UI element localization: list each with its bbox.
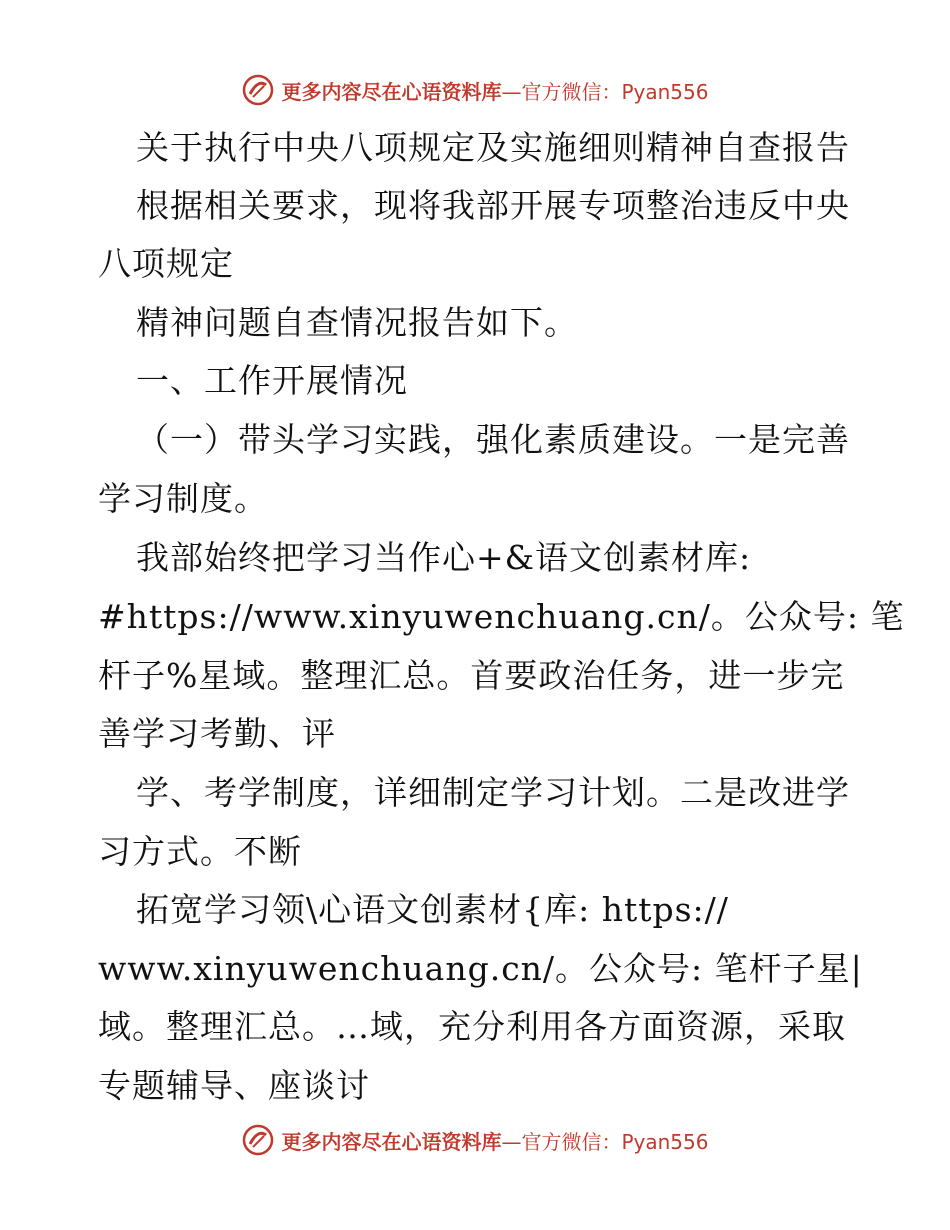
seal-logo-icon	[241, 1123, 275, 1157]
banner-brand: 更多内容尽在心语资料库	[281, 1129, 502, 1154]
paragraph-line: www.xinyuwenchuang.cn/。公众号: 笔杆子星|	[98, 949, 863, 988]
paragraph-line: 杆子%星域。整理汇总。首要政治任务，进一步完	[98, 656, 845, 695]
header-banner	[0, 70, 950, 110]
paragraph-line: （一）带头学习实践，强化素质建设。一是完善	[136, 420, 850, 459]
document-title: 关于执行中央八项规定及实施细则精神自查报告	[136, 128, 850, 167]
paragraph-line: 域。整理汇总。…域，充分利用各方面资源，采取	[98, 1007, 846, 1046]
paragraph-line: 善学习考勤、评	[98, 714, 336, 753]
banner-text	[281, 76, 708, 105]
paragraph-line: 学、考学制度，详细制定学习计划。二是改进学	[136, 773, 850, 812]
banner-wechat: —官方微信：Pyan556	[501, 1129, 709, 1154]
paragraph-line: 习方式。不断	[98, 832, 302, 871]
section-heading: 一、工作开展情况	[136, 361, 408, 400]
footer-banner	[0, 1120, 950, 1160]
paragraph-line: 根据相关要求，现将我部开展专项整治违反中央	[136, 186, 850, 225]
paragraph-line: #https://www.xinyuwenchuang.cn/。公众号: 笔	[98, 597, 905, 636]
paragraph-line: 八项规定	[98, 244, 234, 283]
seal-logo-icon	[241, 73, 275, 107]
paragraph-line: 拓宽学习领\心语文创素材{库: https://	[136, 890, 729, 929]
paragraph-line: 学习制度。	[98, 479, 268, 518]
banner-wechat: —官方微信：Pyan556	[501, 79, 709, 104]
paragraph-line: 我部始终把学习当作心+&语文创素材库:	[136, 538, 752, 577]
paragraph-line: 专题辅导、座谈讨	[98, 1066, 370, 1105]
paragraph-line: 精神问题自查情况报告如下。	[136, 303, 578, 342]
banner-brand: 更多内容尽在心语资料库	[281, 79, 502, 104]
banner-text	[281, 1126, 708, 1155]
